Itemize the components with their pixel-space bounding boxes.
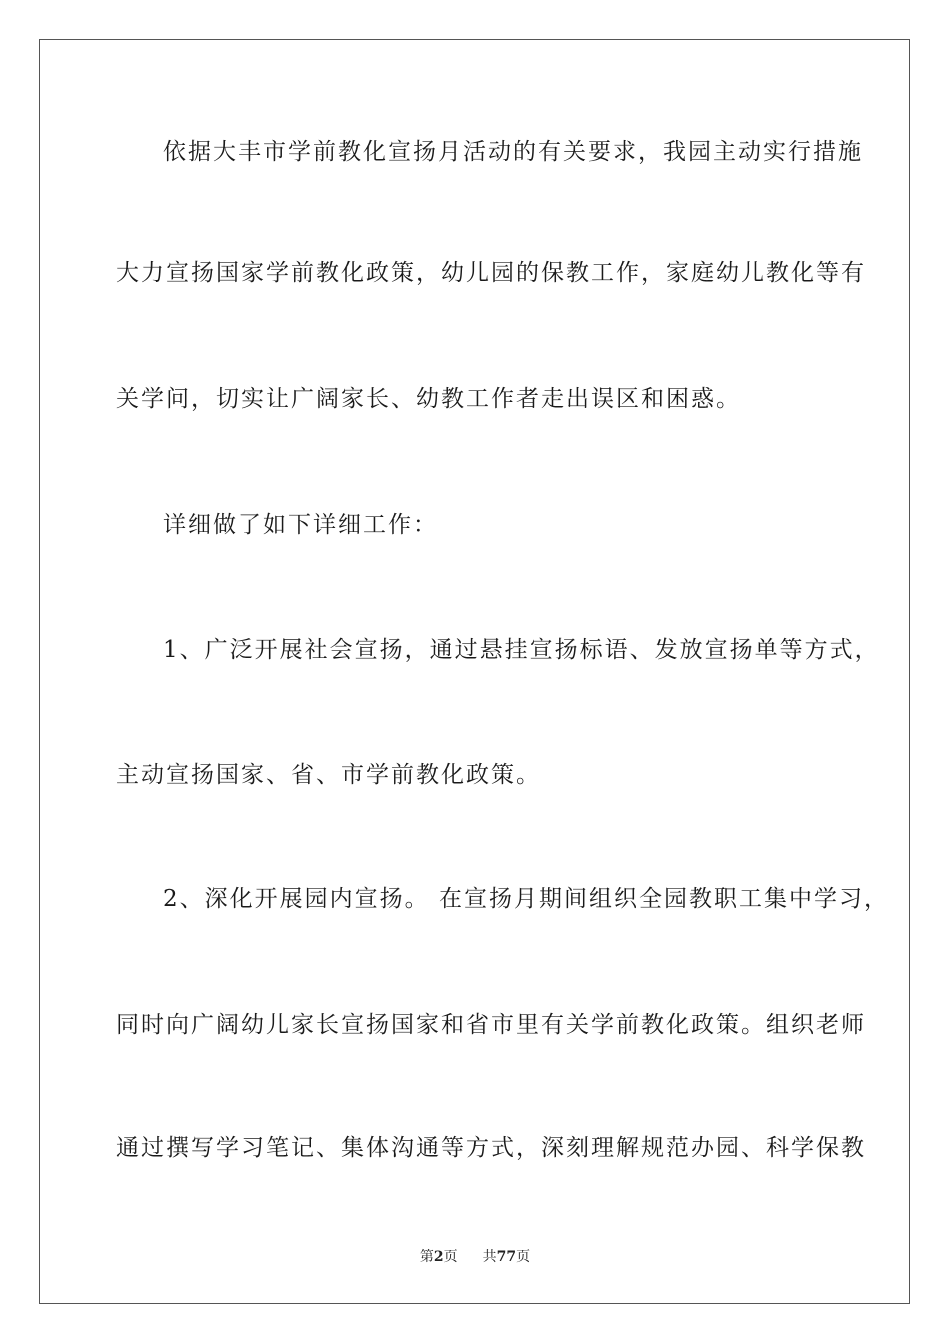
page-border [39,39,910,1304]
page-suffix: 页 [443,1249,458,1265]
body-text-line: 2、深化开展园内宣扬。 在宣扬月期间组织全园教职工集中学习， [163,886,889,912]
body-text-line: 同时向广阔幼儿家长宣扬国家和省市里有关学前教化政策。组织老师 [116,1012,866,1038]
body-text-line: 关学问，切实让广阔家长、幼教工作者走出误区和困惑。 [116,386,741,412]
page-prefix: 第 [419,1249,434,1265]
total-suffix: 页 [516,1249,531,1265]
current-page-number: 2 [433,1249,444,1265]
page-footer [0,1246,950,1266]
body-text-line: 依据大丰市学前教化宣扬月活动的有关要求，我园主动实行措施 [163,139,863,165]
total-prefix: 共 [482,1249,497,1265]
body-text-line: 通过撰写学习笔记、集体沟通等方式，深刻理解规范办园、科学保教 [116,1135,866,1161]
body-text-line: 大力宣扬国家学前教化政策，幼儿园的保教工作，家庭幼儿教化等有 [116,260,866,286]
body-text-line: 1、广泛开展社会宣扬，通过悬挂宣扬标语、发放宣扬单等方式， [163,637,880,663]
body-text-line: 主动宣扬国家、省、市学前教化政策。 [116,762,541,788]
total-page-count: 77 [496,1249,517,1265]
body-text-line: 详细做了如下详细工作： [163,512,438,538]
